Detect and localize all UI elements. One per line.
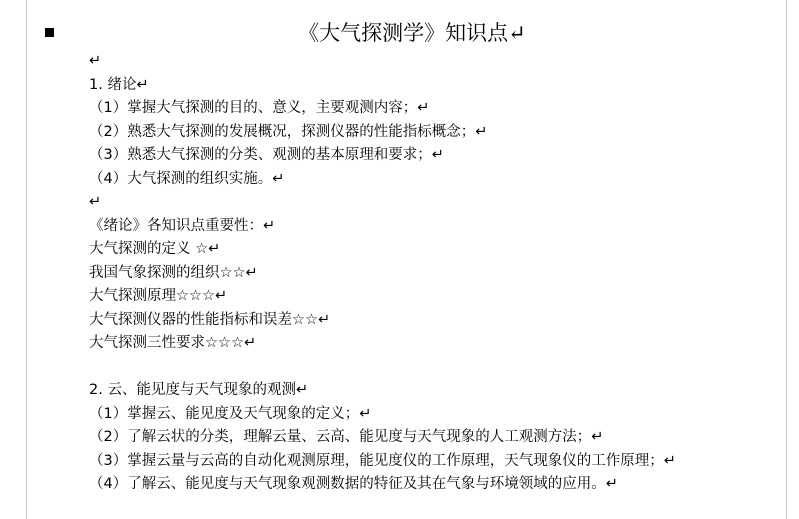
text-line: ↵ <box>89 194 102 210</box>
text-line: 我国气象探测的组织☆☆↵ <box>89 264 258 281</box>
text-line: ↵ <box>89 53 102 69</box>
text-line: 大气探测的定义 ☆↵ <box>89 241 221 257</box>
importance-heading: 《绪论》各知识点重要性：↵ <box>89 217 276 234</box>
text-line: 大气探测原理☆☆☆↵ <box>89 288 228 304</box>
section-heading-1: 1. 绪论↵ <box>89 76 149 93</box>
text-line: （3）掌握云量与云高的自动化观测原理，能见度仪的工作原理，天气现象仪的工作原理；↵ <box>89 452 676 469</box>
section-heading-2: 2. 云、能见度与天气现象的观测↵ <box>89 382 309 398</box>
text-line: （2）熟悉大气探测的发展概况，探测仪器的性能指标概念；↵ <box>89 123 488 140</box>
text-line: 大气探测仪器的性能指标和误差☆☆↵ <box>89 311 331 328</box>
text-line: （2）了解云状的分类，理解云量、云高、能见度与天气现象的人工观测方法；↵ <box>89 429 604 445</box>
text-line: （4）了解云、能见度与天气现象观测数据的特征及其在气象与环境领域的应用。↵ <box>89 476 618 492</box>
page-title: 《大气探测学》知识点↵ <box>298 21 526 45</box>
text-line: （1）掌握云、能见度及天气现象的定义；↵ <box>89 405 372 422</box>
page-left-margin <box>0 0 27 519</box>
text-line: （3）熟悉大气探测的分类、观测的基本原理和要求；↵ <box>89 147 444 163</box>
document-content <box>27 0 787 519</box>
text-line: （4）大气探测的组织实施。↵ <box>89 170 285 187</box>
text-line: （1）掌握大气探测的目的、意义，主要观测内容；↵ <box>89 100 430 116</box>
page-right-margin <box>786 0 799 519</box>
text-line: 大气探测三性要求☆☆☆↵ <box>89 335 257 351</box>
text-line <box>27 356 787 380</box>
